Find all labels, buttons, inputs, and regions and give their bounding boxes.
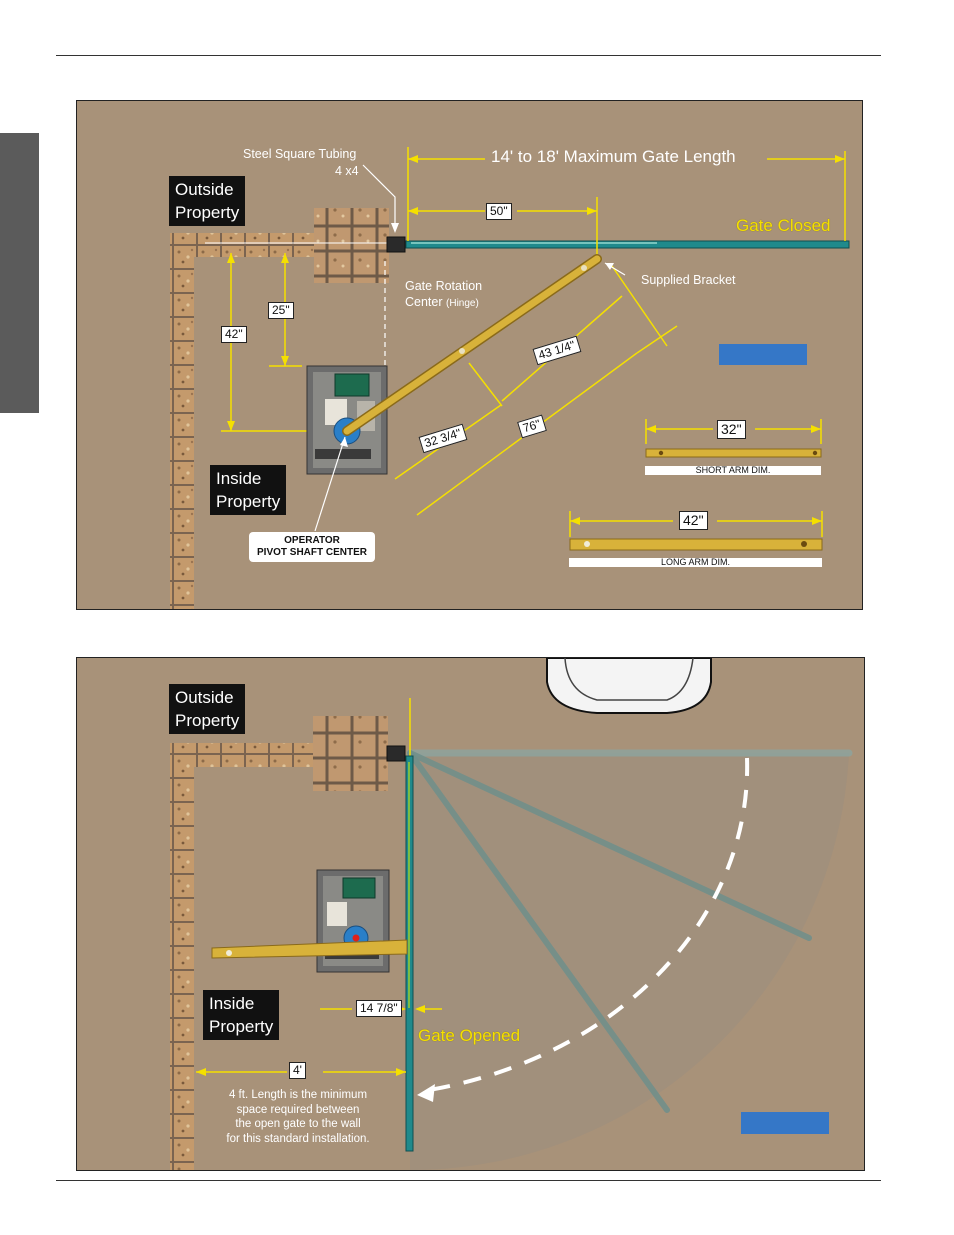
side-tab [0, 133, 39, 413]
max-gate-length-label: 14' to 18' Maximum Gate Length [491, 147, 736, 166]
inside-property-label: Inside Property [210, 465, 286, 515]
steel-tubing-label-line2: 4 x4 [335, 164, 359, 178]
blue-marker [719, 344, 807, 365]
header-rule [56, 55, 881, 56]
gate-opened-diagram [76, 657, 865, 1171]
steel-tubing-label-line1: Steel Square Tubing [243, 147, 357, 161]
dim-50: 50" [486, 203, 512, 220]
dim-25: 25" [268, 302, 294, 319]
dim-4ft: 4' [289, 1062, 306, 1079]
gate-closed-label: Gate Closed [736, 216, 831, 235]
gate-closed-diagram [76, 100, 863, 610]
outside-property-label-2: Outside Property [169, 684, 245, 734]
dim-42: 42" [221, 326, 247, 343]
long-arm-length: 42" [679, 511, 708, 530]
operator-pivot-label: OPERATOR PIVOT SHAFT CENTER [249, 532, 375, 562]
dim-32-3-4: 32 3/4" [419, 424, 468, 454]
gate-rotation-label: Gate Rotation Center (Hinge) [405, 279, 483, 309]
short-arm-dim-label: SHORT ARM DIM. [645, 466, 821, 475]
inside-property-label-2: Inside Property [203, 990, 279, 1040]
blue-marker-2 [741, 1112, 829, 1134]
supplied-bracket-label: Supplied Bracket [641, 273, 736, 287]
long-arm-dim-label: LONG ARM DIM. [569, 558, 822, 567]
footer-rule [56, 1180, 881, 1181]
dim-76: 76" [517, 415, 546, 439]
dim-43-1-4: 43 1/4" [533, 336, 582, 366]
short-arm-length: 32" [717, 420, 746, 439]
minimum-space-note: 4 ft. Length is the minimum space required between the open gate to the wall for this standard installation. [226, 1089, 370, 1145]
outside-property-label: Outside Property [169, 176, 245, 226]
dim-14-7-8: 14 7/8" [356, 1000, 402, 1017]
gate-opened-label: Gate Opened [418, 1026, 521, 1045]
gate-opened-drawing [77, 658, 864, 1170]
